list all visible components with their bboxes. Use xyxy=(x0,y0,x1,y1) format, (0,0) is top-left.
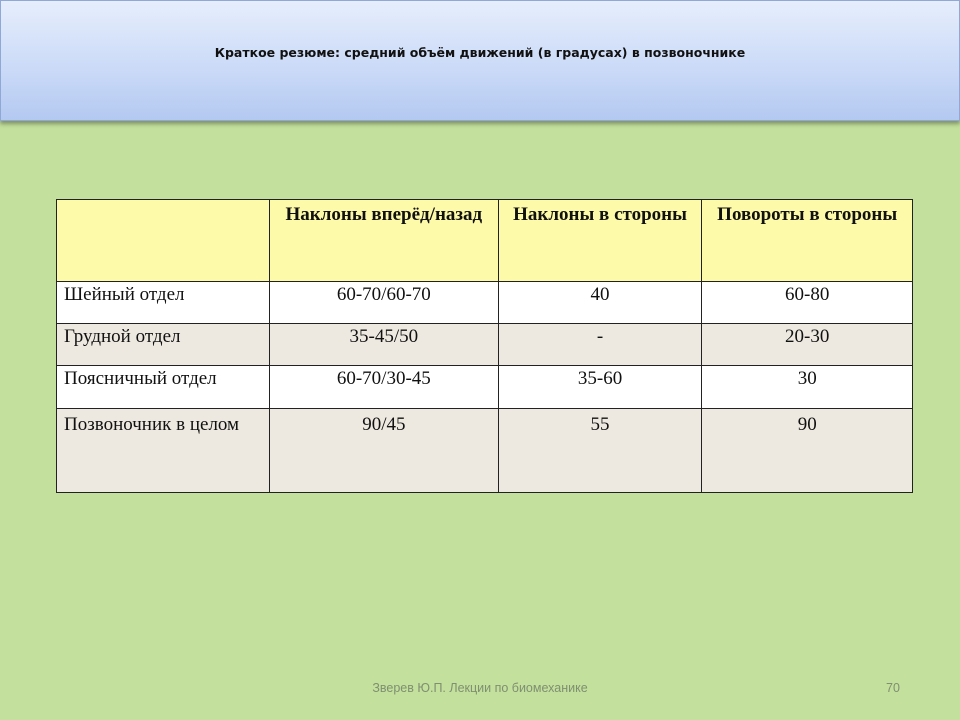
table-cell: 35-60 xyxy=(498,366,702,409)
table-cell: 20-30 xyxy=(702,324,913,366)
title-bar xyxy=(0,0,960,121)
range-of-motion-table xyxy=(56,199,913,493)
table-cell: - xyxy=(498,324,702,366)
header-flexion-extension: Наклоны вперёд/назад xyxy=(270,200,499,282)
table-row xyxy=(57,409,913,493)
table-cell: 90/45 xyxy=(270,409,499,493)
table-cell: 60-80 xyxy=(702,282,913,324)
table-row xyxy=(57,282,913,324)
table-row xyxy=(57,366,913,409)
header-rotation: Повороты в стороны xyxy=(702,200,913,282)
row-label: Поясничный отдел xyxy=(57,366,270,409)
row-label: Грудной отдел xyxy=(57,324,270,366)
row-label: Шейный отдел xyxy=(57,282,270,324)
table-cell: 60-70/30-45 xyxy=(270,366,499,409)
table-cell: 90 xyxy=(702,409,913,493)
table-row xyxy=(57,324,913,366)
page-number: 70 xyxy=(886,681,900,695)
row-label: Позвоночник в целом xyxy=(57,409,270,493)
table-header-row xyxy=(57,200,913,282)
table-cell: 35-45/50 xyxy=(270,324,499,366)
header-lateral-bending: Наклоны в стороны xyxy=(498,200,702,282)
header-corner-cell xyxy=(57,200,270,282)
table-cell: 40 xyxy=(498,282,702,324)
table-cell: 30 xyxy=(702,366,913,409)
slide-footer: Зверев Ю.П. Лекции по биомеханике xyxy=(372,681,588,695)
table-cell: 55 xyxy=(498,409,702,493)
slide-title: Краткое резюме: средний объём движений (в градусах) в позвоночнике xyxy=(214,45,746,60)
table-cell: 60-70/60-70 xyxy=(270,282,499,324)
